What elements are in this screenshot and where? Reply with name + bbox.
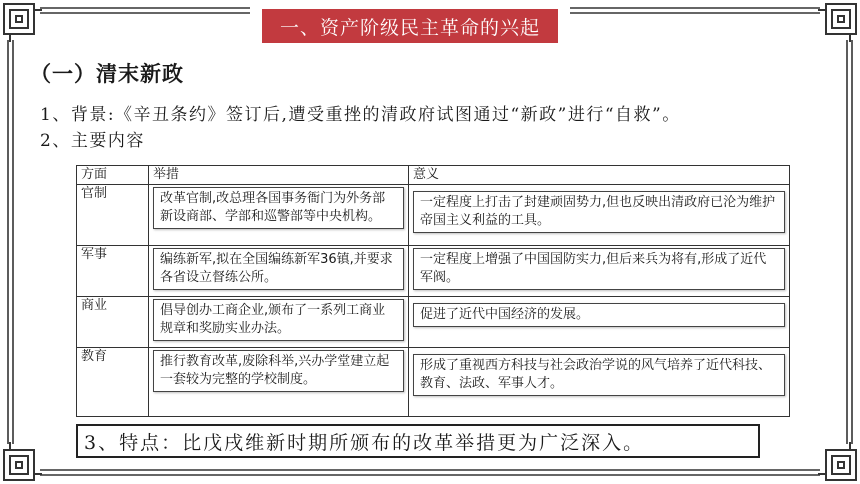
table-row <box>77 297 790 348</box>
cell-area: 教育 <box>77 348 149 417</box>
cell-measure <box>149 348 409 417</box>
feature-box: 3、特点：比戊戌维新时期所颁布的改革举措更为广泛深入。 <box>76 424 760 458</box>
significance-box: 促进了近代中国经济的发展。 <box>413 303 785 327</box>
cell-area: 官制 <box>77 185 149 246</box>
section-heading: （一）清末新政 <box>30 62 184 86</box>
cell-significance <box>409 348 790 417</box>
table-row <box>77 185 790 246</box>
cell-significance <box>409 185 790 246</box>
header-significance: 意义 <box>409 166 790 185</box>
cell-area: 商业 <box>77 297 149 348</box>
cell-significance <box>409 246 790 297</box>
cell-measure <box>149 246 409 297</box>
background-text: 1、背景:《辛丑条约》签订后,遭受重挫的清政府试图通过“新政”进行“自救”。 <box>40 105 681 125</box>
cell-significance <box>409 297 790 348</box>
table-row <box>77 246 790 297</box>
table-row <box>77 348 790 417</box>
reform-table <box>76 165 790 417</box>
significance-box: 一定程度上打击了封建顽固势力,但也反映出清政府已沦为维护帝国主义利益的工具。 <box>413 191 785 233</box>
measure-box: 编练新军,拟在全国编练新军36镇,并要求各省设立督练公所。 <box>153 248 404 290</box>
header-measure: 举措 <box>149 166 409 185</box>
significance-box: 形成了重视西方科技与社会政治学说的风气培养了近代科技、教育、法政、军事人才。 <box>413 354 785 396</box>
measure-box: 推行教育改革,废除科举,兴办学堂建立起一套较为完整的学校制度。 <box>153 350 404 392</box>
header-area: 方面 <box>77 166 149 185</box>
table-header-row <box>77 166 790 185</box>
measure-box: 倡导创办工商企业,颁布了一系列工商业规章和奖励实业办法。 <box>153 299 404 341</box>
cell-area: 军事 <box>77 246 149 297</box>
cell-measure <box>149 185 409 246</box>
cell-measure <box>149 297 409 348</box>
measure-box: 改革官制,改总理各国事务衙门为外务部新设商部、学部和巡警部等中央机构。 <box>153 187 404 229</box>
significance-box: 一定程度上增强了中国国防实力,但后来兵为将有,形成了近代军阀。 <box>413 248 785 290</box>
page-title: 一、资产阶级民主革命的兴起 <box>262 9 558 43</box>
content-label: 2、主要内容 <box>40 131 145 151</box>
